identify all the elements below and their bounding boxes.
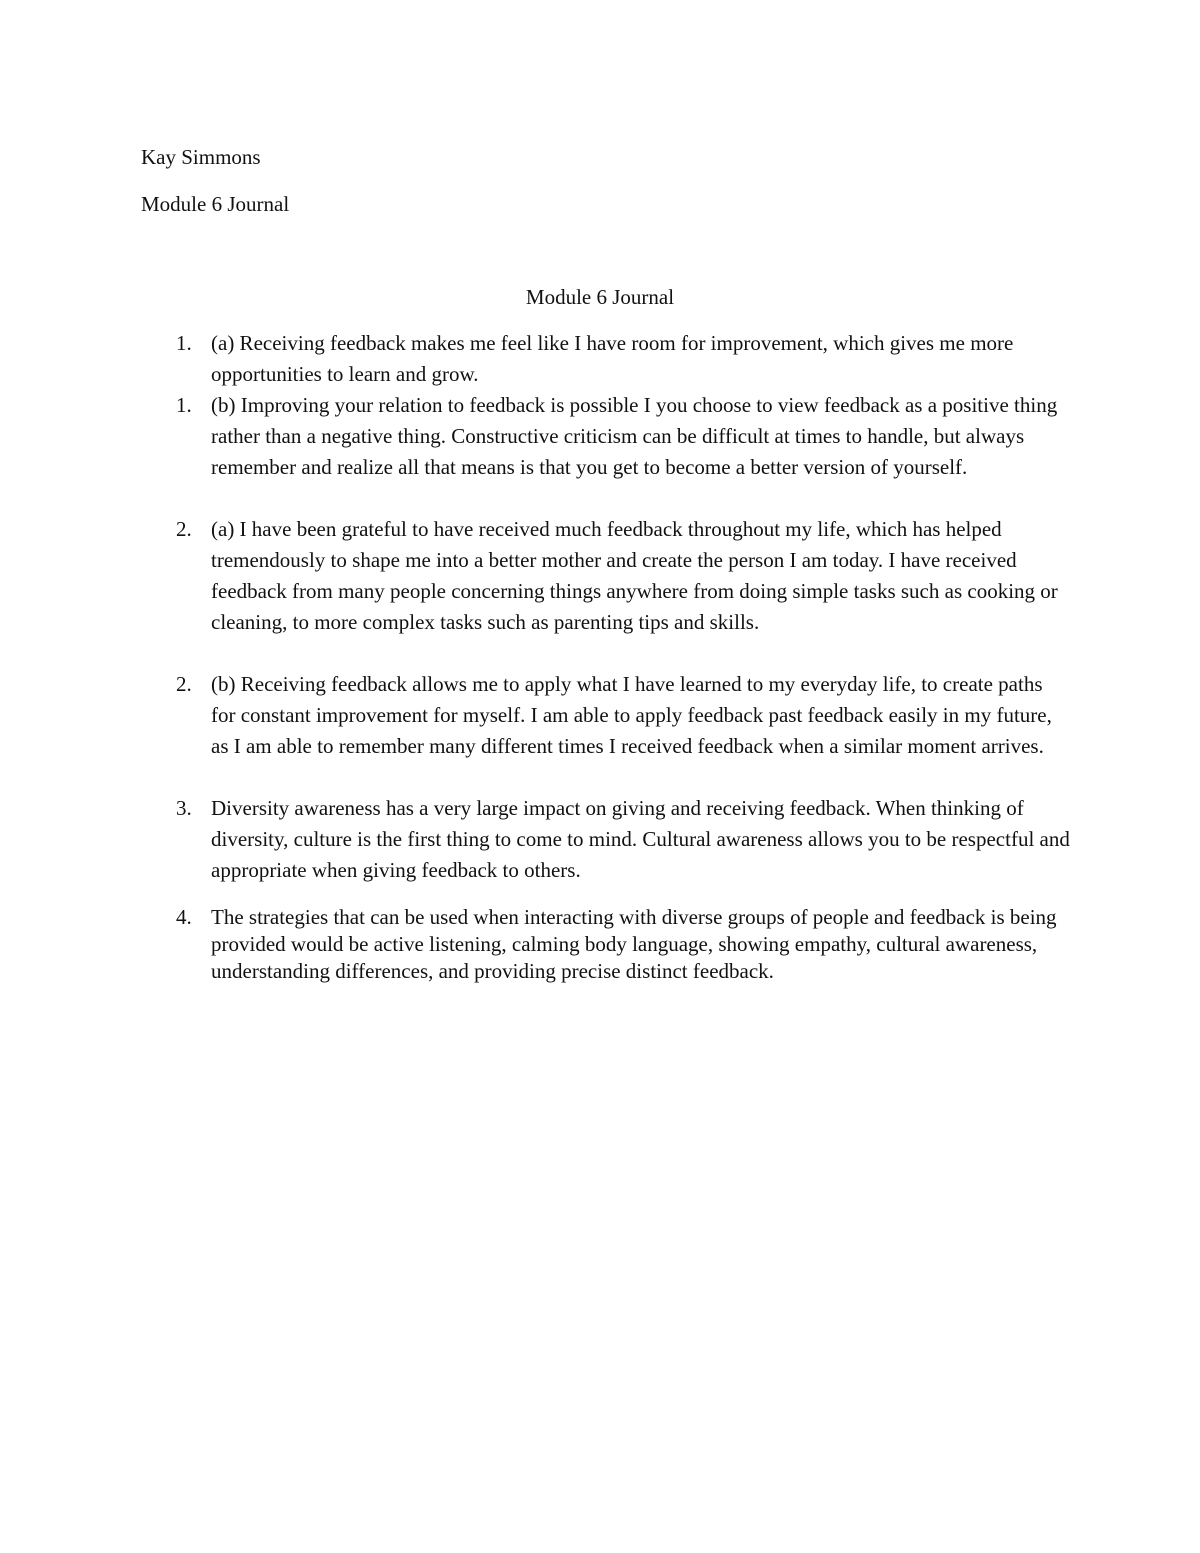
list-item-text: (a) Receiving feedback makes me feel like I have room for improvement, which gives me more opportunities to learn and grow. [211,331,1014,386]
list-item-number: 2. [176,517,192,541]
list-item-number: 1. [176,331,192,355]
list-item-number: 4. [176,905,192,929]
list-item-text: Diversity awareness has a very large impact on giving and receiving feedback. When thinking of diversity, culture is the first thing to come to mind. Cultural awareness allows you to be respectful and appropriate when giving feedback to others. [211,796,1070,882]
course-line: Module 6 Journal [141,192,290,216]
list-item-text: (a) I have been grateful to have received much feedback throughout my life, which has helped tremendously to shape me into a better mother and create the person I am today. I have received feedback from many people concerning things anywhere from doing simple tasks such as cooking or cleaning, to more complex tasks such as parenting tips and skills. [211,517,1058,634]
author-name: Kay Simmons [141,145,261,169]
list-item-text: (b) Receiving feedback allows me to apply what I have learned to my everyday life, to create paths for constant improvement for myself. I am able to apply feedback past feedback easily in my future, as I am able to remember many different times I received feedback when a similar moment arrives. [211,672,1052,758]
list-item-number: 2. [176,672,192,696]
list-item-text: (b) Improving your relation to feedback is possible I you choose to view feedback as a positive thing rather than a negative thing. Constructive criticism can be difficult at times to handle, but always remember and realize all that means is that you get to become a better version of yourself. [211,393,1058,479]
list-item-text: The strategies that can be used when interacting with diverse groups of people and feedback is being provided would be active listening, calming body language, showing empathy, cultural awareness, understanding differences, and providing precise distinct feedback. [211,905,1057,983]
list-item-number: 3. [176,796,192,820]
list-item-number: 1. [176,393,192,417]
document-title: Module 6 Journal [525,285,675,309]
